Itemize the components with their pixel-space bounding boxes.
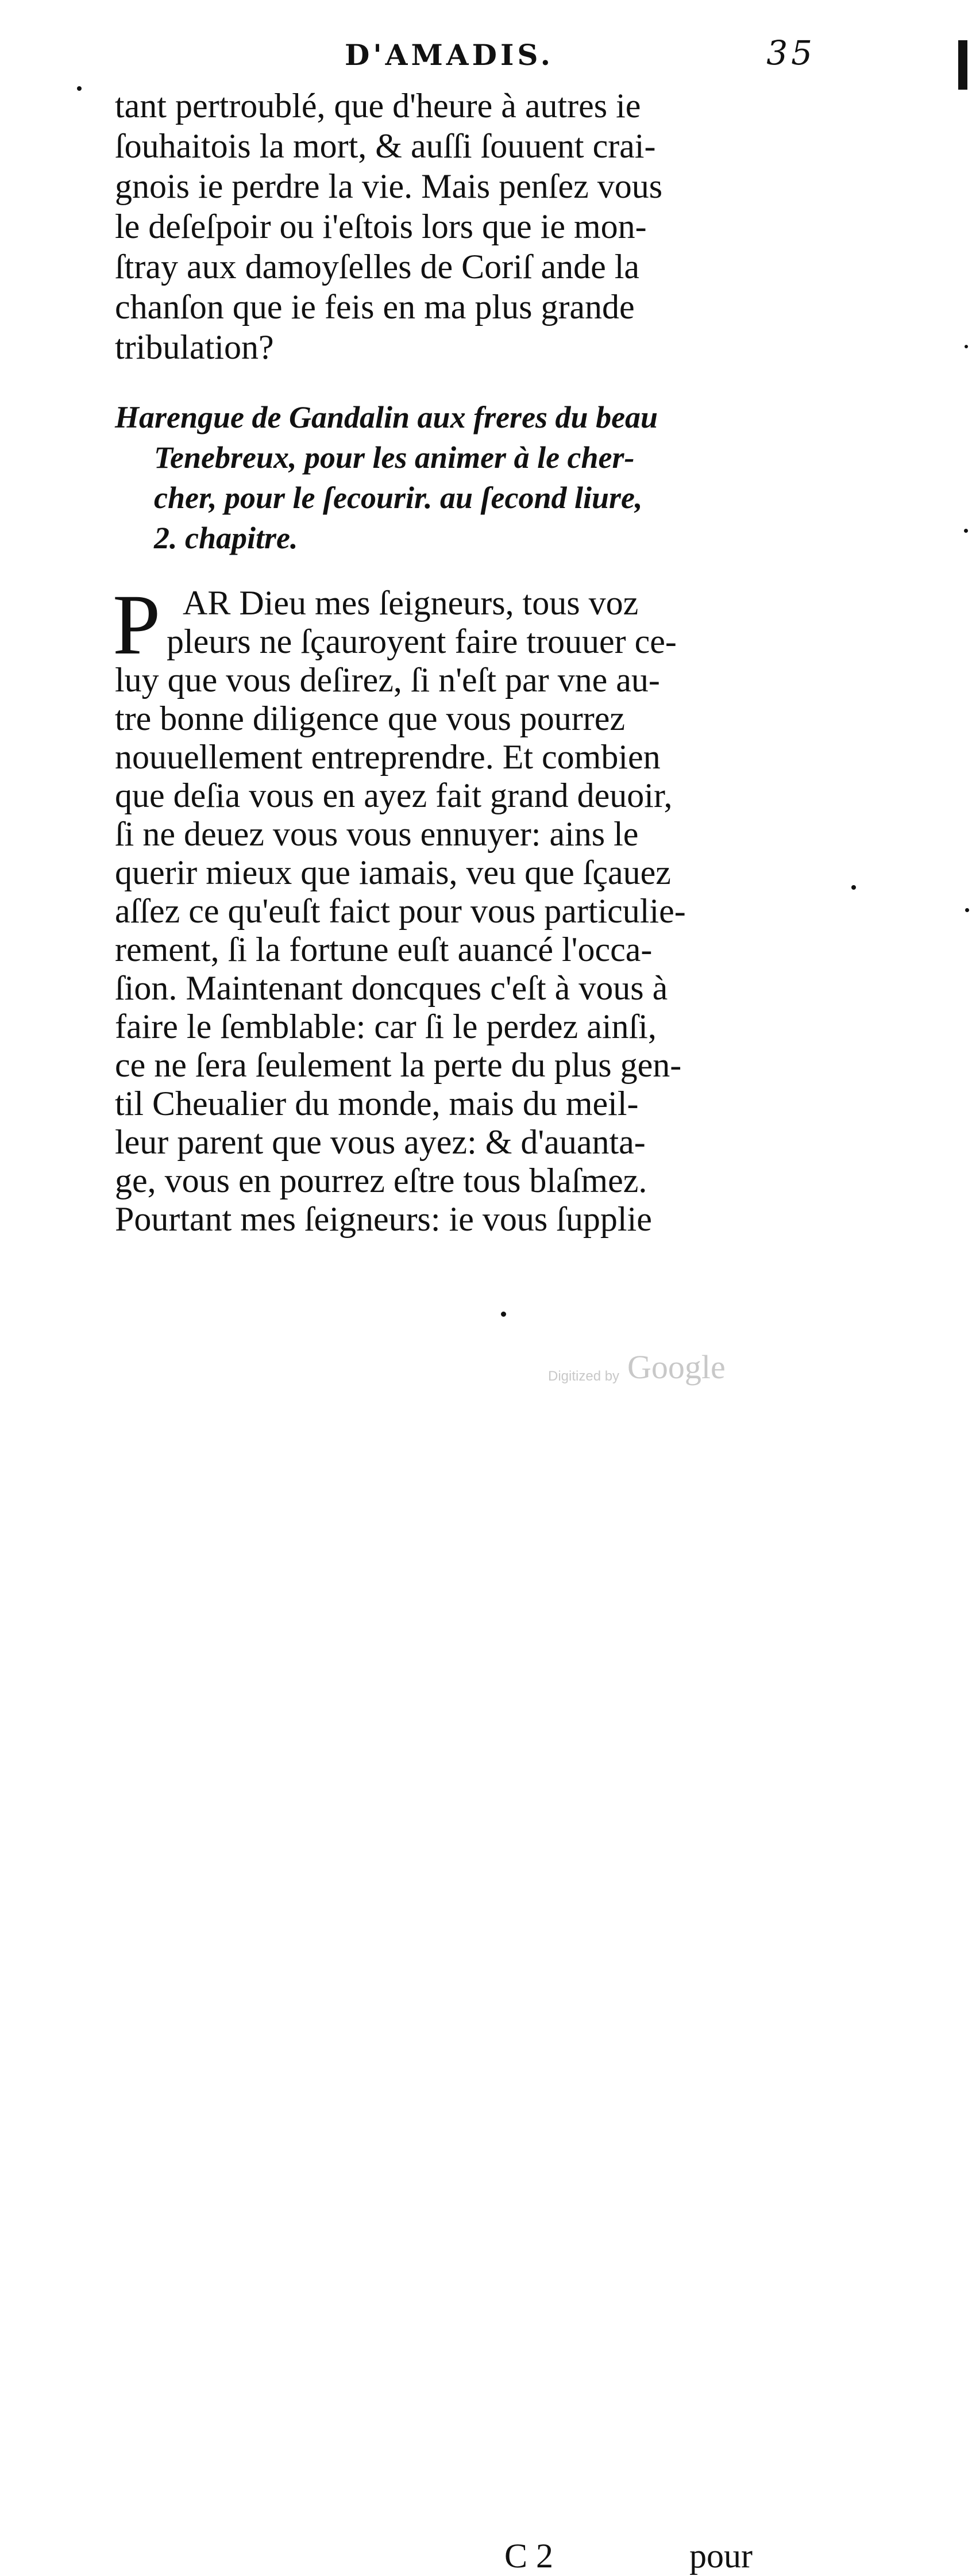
text-line: rement, ſi la fortune euſt auancé l'occa-: [115, 931, 653, 968]
heading-line: cher, pour le ſecourir. au ſecond liure,: [154, 480, 643, 515]
text-line: ge, vous en pourrez eſtre tous blaſmez.: [115, 1162, 647, 1199]
digitized-prefix: Digitized by: [548, 1368, 620, 1384]
text-line: nouuellement entreprendre. Et combien: [115, 738, 661, 776]
text-line: ce ne ſera ſeulement la perte du plus gen-: [115, 1046, 682, 1084]
ink-speck: [965, 908, 969, 912]
text-line: tribulation?: [115, 328, 274, 366]
text-line: leur parent que vous ayez: & d'auanta-: [115, 1123, 646, 1161]
ink-speck: [501, 1312, 506, 1317]
text-line: Pourtant mes ſeigneurs: ie vous ſupplie: [115, 1200, 652, 1238]
text-line: querir mieux que iamais, veu que ſçauez: [115, 853, 671, 891]
heading-line: Harengue de Gandalin aux freres du beau: [115, 400, 658, 435]
scan-edge-mark: [958, 40, 967, 90]
heading-line: 2. chapitre.: [154, 521, 298, 555]
text-line: pleurs ne ſçauroyent faire trouuer ce-: [167, 622, 677, 660]
text-line: aſſez ce qu'euſt faict pour vous particulie-: [115, 892, 686, 930]
text-line: chanſon que ie feis en ma plus grande: [115, 288, 635, 326]
running-title: D'AMADIS.: [345, 38, 554, 72]
heading-line: Tenebreux, pour les animer à le cher-: [154, 440, 635, 475]
google-wordmark: Google: [627, 1348, 726, 1386]
text-line: le deſeſpoir ou i'eſtois lors que ie mon-: [115, 207, 647, 245]
digitized-watermark: [548, 1348, 766, 1394]
signature-mark: C 2: [504, 2537, 554, 2575]
text-line: ſi ne deuez vous vous ennuyer: ains le: [115, 815, 639, 853]
text-line: que deſia vous en ayez fait grand deuoir,: [115, 776, 673, 814]
catchword: pour: [689, 2537, 753, 2575]
text-line: ſouhaitois la mort, & auſſi ſouuent crai-: [115, 127, 656, 165]
text-line: luy que vous deſirez, ſi n'eſt par vne au-: [115, 661, 660, 699]
text-line: ſion. Maintenant doncques c'eſt à vous à: [115, 969, 668, 1007]
ink-speck: [965, 345, 968, 348]
drop-cap: P: [113, 577, 161, 672]
text-line: faire le ſemblable: car ſi le perdez ainſi,: [115, 1008, 657, 1045]
page-number: 35: [766, 33, 816, 72]
text-line: gnois ie perdre la vie. Mais penſez vous: [115, 167, 663, 205]
text-line: tre bonne diligence que vous pourrez: [115, 699, 626, 737]
text-line: AR Dieu mes ſeigneurs, tous voz: [183, 584, 639, 622]
running-header: [310, 33, 816, 79]
text-line: ſtray aux damoyſelles de Coriſ ande la: [115, 248, 640, 286]
text-line: til Cheualier du monde, mais du meil-: [115, 1085, 639, 1122]
ink-speck: [964, 529, 968, 533]
ink-speck: [77, 86, 82, 91]
text-line: tant pertroublé, que d'heure à autres ie: [115, 87, 641, 125]
ink-speck: [851, 885, 856, 890]
